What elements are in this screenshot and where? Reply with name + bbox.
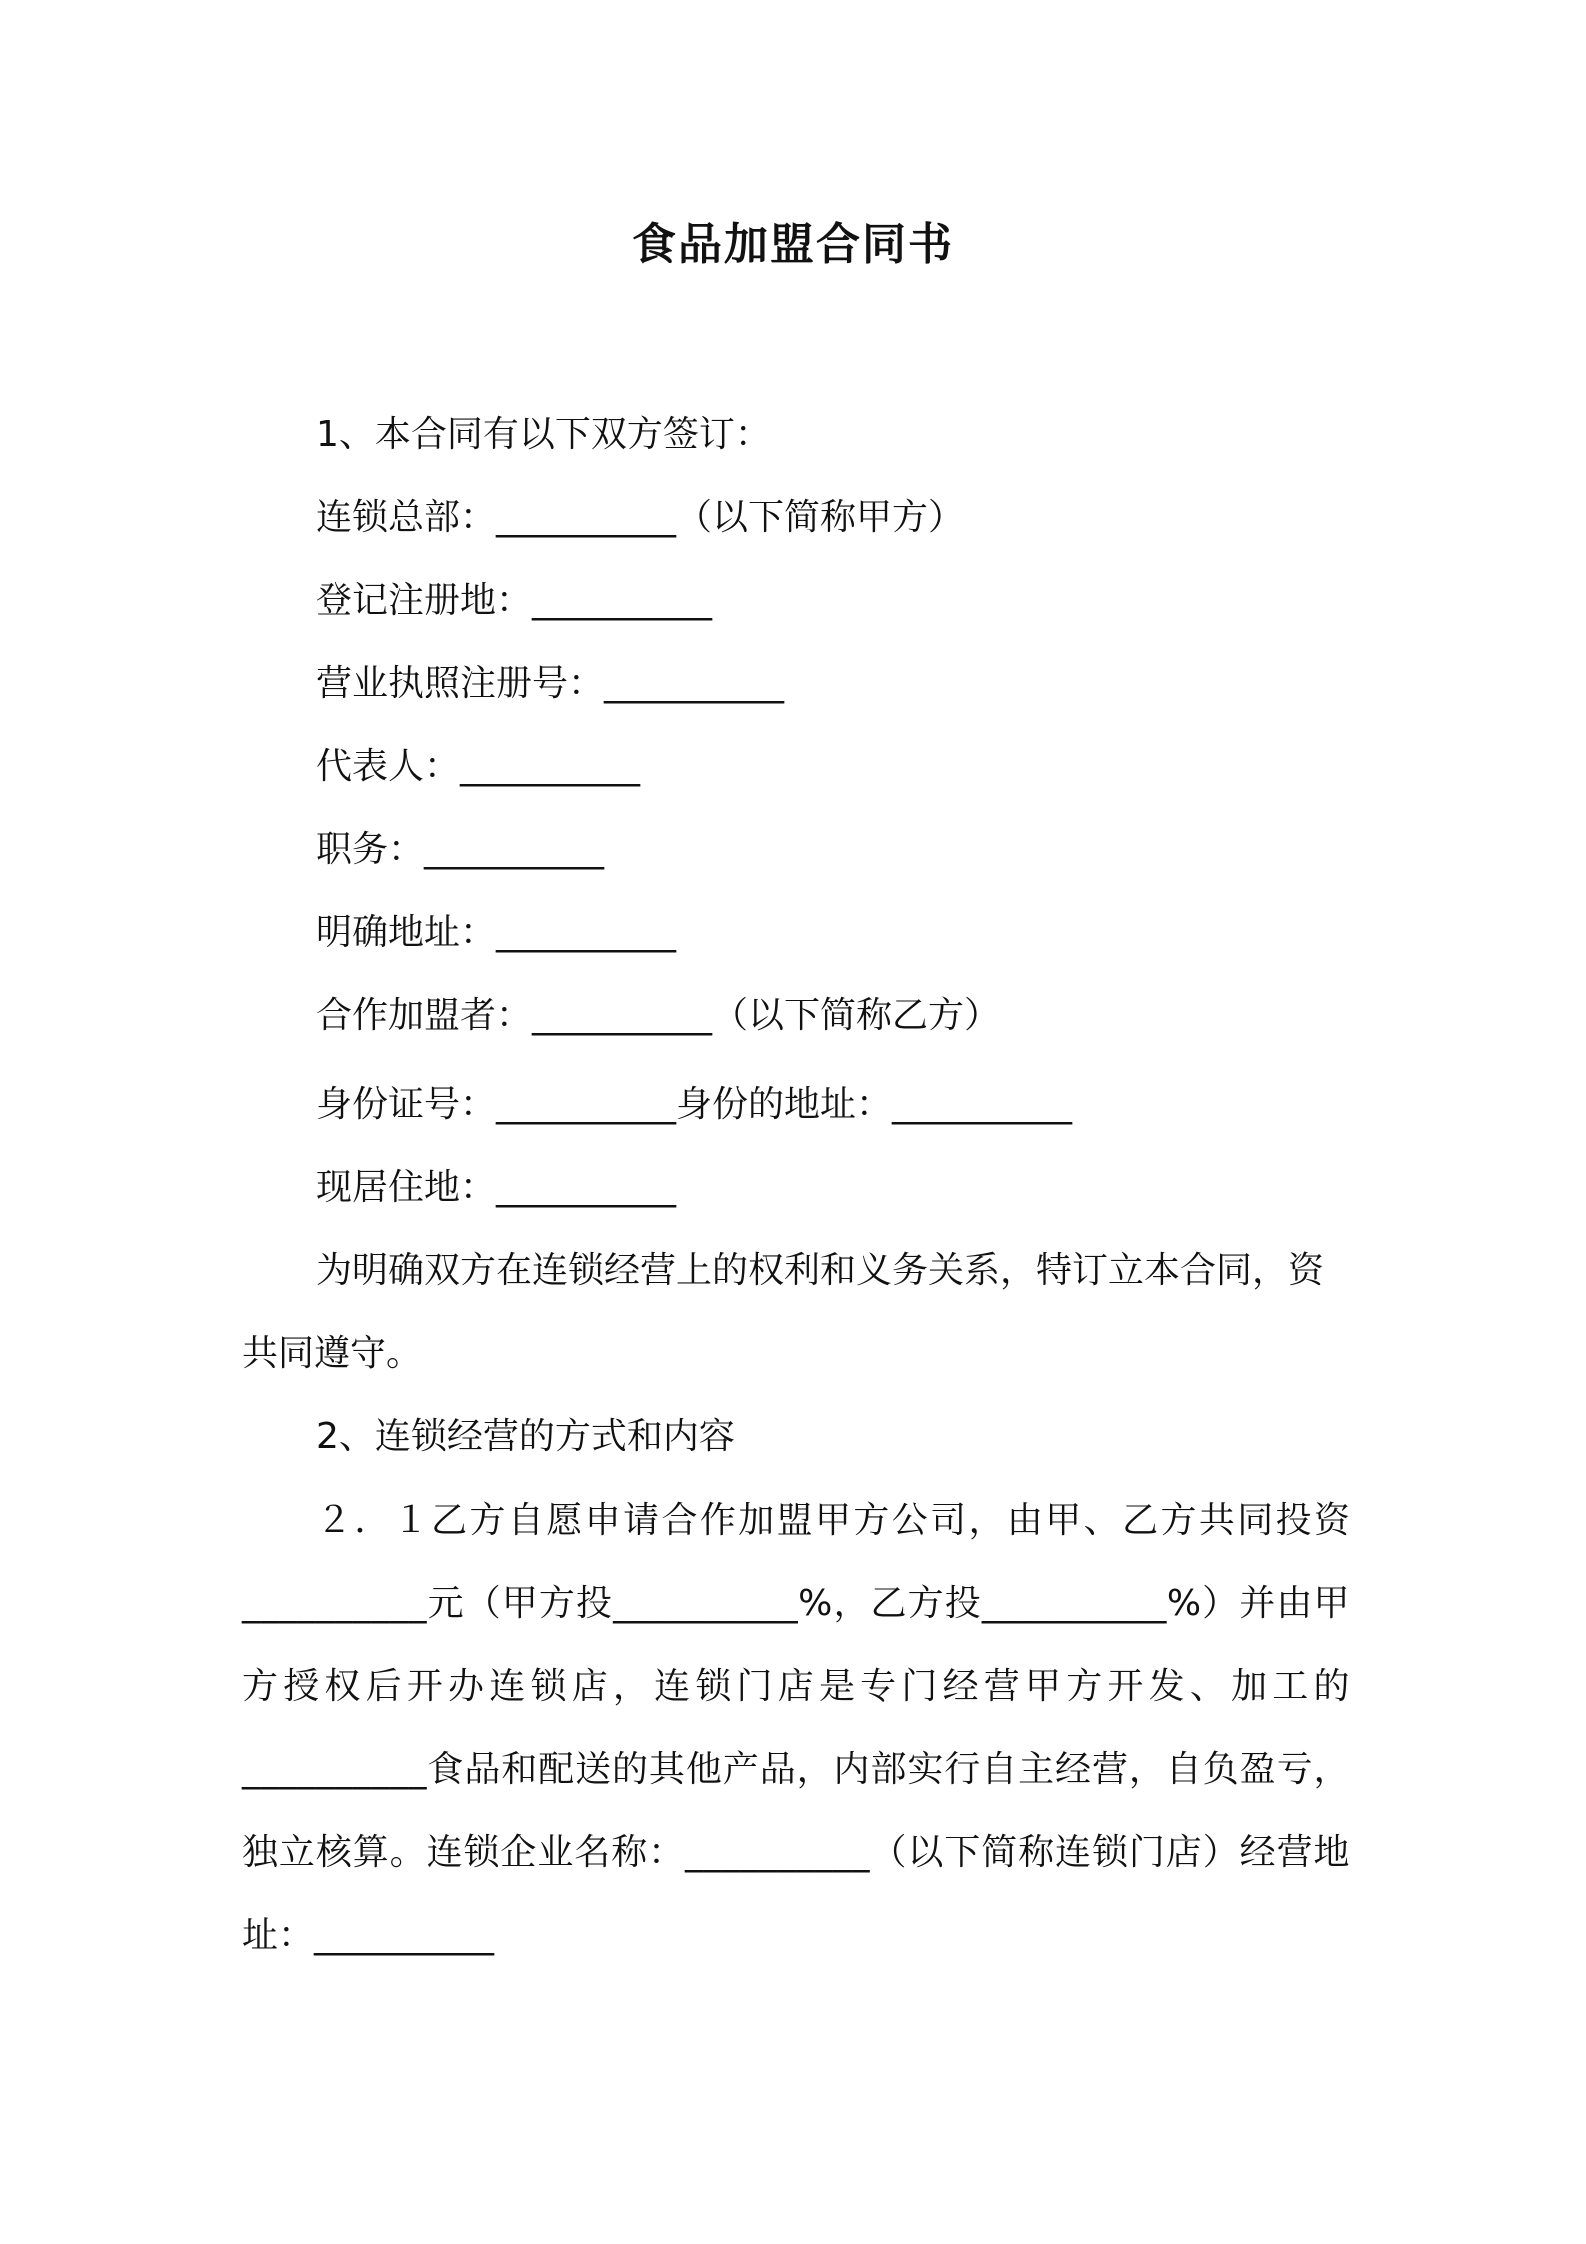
field-registered-place: 登记注册地：__________ [316,580,713,621]
clause-2-1-line-5: 独立核算。连锁企业名称：__________（以下简称连锁门店）经营地 [242,1832,1350,1873]
field-position: 职务：__________ [316,829,605,870]
clause-2-1-line-1: ２．１乙方自愿申请合作加盟甲方公司，由甲、乙方共同投资 [316,1500,1350,1541]
field-business-license-number: 营业执照注册号：__________ [316,663,785,704]
field-id-number-and-address: 身份证号：__________身份的地址：__________ [316,1084,1073,1125]
field-representative: 代表人：__________ [316,746,641,787]
field-franchisee: 合作加盟者：__________（以下简称乙方） [316,995,1001,1036]
clause-2-1-line-2: __________元（甲方投__________%，乙方投__________%）并由甲 [242,1583,1350,1624]
paragraph-purpose-line-2: 共同遵守。 [242,1333,423,1374]
clause-2-1-line-3: 方授权后开办连锁店，连锁门店是专门经营甲方开发、加工的 [242,1666,1350,1707]
document-title: 食品加盟合同书 [632,219,954,270]
field-current-residence: 现居住地：__________ [316,1167,677,1208]
field-address: 明确地址：__________ [316,912,677,953]
clause-2-heading: 2、连锁经营的方式和内容 [316,1416,735,1457]
clause-1-heading: 1、本合同有以下双方签订： [316,414,771,455]
paragraph-purpose-line-1: 为明确双方在连锁经营上的权利和义务关系，特订立本合同，资 [316,1250,1325,1291]
clause-2-1-line-4: __________食品和配送的其他产品，内部实行自主经营，自负盈亏， [242,1749,1350,1790]
clause-2-1-line-6: 址：__________ [242,1915,495,1956]
field-chain-headquarters: 连锁总部：__________（以下简称甲方） [316,497,965,538]
